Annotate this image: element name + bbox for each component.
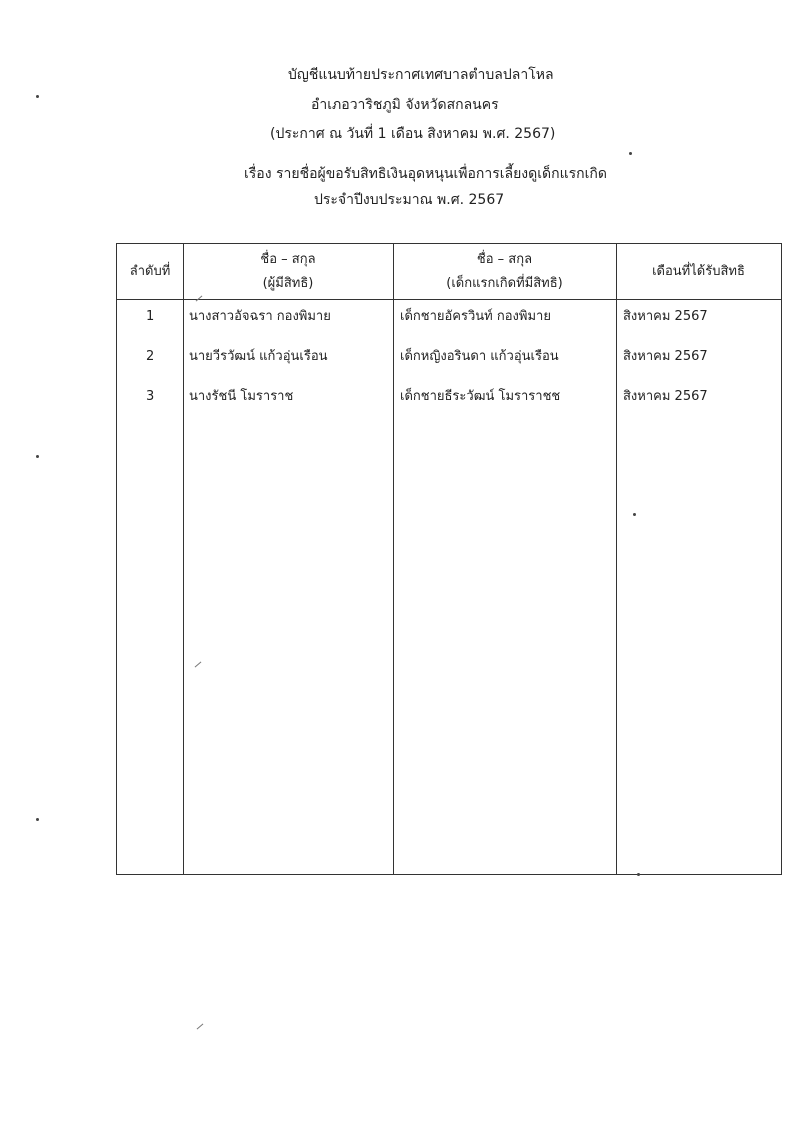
header-divider — [117, 299, 781, 300]
beneficiary-table — [116, 243, 782, 875]
scan-speck — [36, 95, 39, 98]
heading-line-2: อำเภอวาริชภูมิ จังหวัดสกลนคร — [311, 97, 499, 113]
row-2-month: สิงหาคม 2567 — [623, 349, 708, 364]
column-divider — [616, 244, 617, 874]
row-3-child: เด็กชายธีระวัฒน์ โมราราชช — [400, 389, 561, 404]
header-parent-role: (ผู้มีสิทธิ) — [262, 275, 314, 291]
column-divider — [393, 244, 394, 874]
row-2-parent: นายวีรวัฒน์ แก้วอุ่นเรือน — [189, 349, 328, 364]
scan-speck — [633, 513, 636, 516]
scan-speck — [637, 873, 640, 876]
scan-speck — [629, 152, 632, 155]
row-3-month: สิงหาคม 2567 — [623, 389, 708, 404]
header-no — [117, 244, 183, 299]
header-parent — [183, 244, 393, 299]
column-divider — [183, 244, 184, 874]
header-no-label: ลำดับที่ — [129, 263, 171, 279]
row-1-parent: นางสาวอัจฉรา กองพิมาย — [189, 309, 331, 324]
row-1-no: 1 — [146, 309, 155, 324]
row-2-child: เด็กหญิงอรินดา แก้วอุ่นเรือน — [400, 349, 559, 364]
heading-line-1: บัญชีแนบท้ายประกาศเทศบาลตำบลปลาโหล — [288, 67, 554, 83]
header-month-label: เดือนที่ได้รับสิทธิ — [652, 263, 745, 279]
header-child-name: ชื่อ – สกุล — [476, 251, 533, 267]
row-3-parent: นางรัชนี โมราราช — [189, 389, 294, 404]
subject-line-1: เรื่อง รายชื่อผู้ขอรับสิทธิเงินอุดหนุนเพื่อการเลี้ยงดูเด็กแรกเกิด — [244, 166, 607, 182]
row-1-child: เด็กชายอัครวินท์ กองพิมาย — [400, 309, 551, 324]
row-2-no: 2 — [146, 349, 155, 364]
scan-speck — [36, 455, 39, 458]
scan-speck — [36, 818, 39, 821]
pen-tick-mark — [197, 1024, 204, 1030]
subject-line-2: ประจำปีงบประมาณ พ.ศ. 2567 — [314, 192, 505, 208]
row-3-no: 3 — [146, 389, 155, 404]
header-month — [616, 244, 781, 299]
heading-line-3: (ประกาศ ณ วันที่ 1 เดือน สิงหาคม พ.ศ. 2567) — [270, 126, 556, 142]
header-child — [393, 244, 616, 299]
header-parent-name: ชื่อ – สกุล — [260, 251, 316, 267]
header-child-role: (เด็กแรกเกิดที่มีสิทธิ) — [446, 275, 563, 291]
row-1-month: สิงหาคม 2567 — [623, 309, 708, 324]
